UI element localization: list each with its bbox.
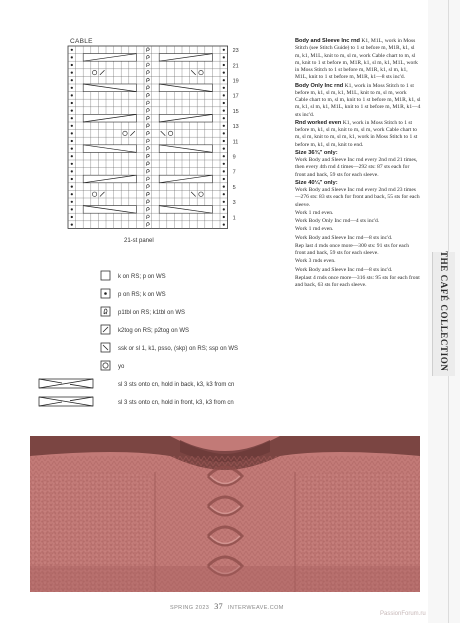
circle-box-icon: [100, 360, 112, 372]
purl-dot: [223, 125, 225, 127]
purl-dot: [71, 163, 73, 165]
blank-box-icon: [100, 270, 112, 282]
purl-dot: [223, 56, 225, 58]
purl-dot: [71, 148, 73, 150]
purl-dot: [223, 155, 225, 157]
purl-dot: [223, 178, 225, 180]
purl-dot: [223, 163, 225, 165]
sweater-photo: [30, 436, 420, 592]
cable-right-icon: [38, 378, 98, 390]
purl-dot: [71, 178, 73, 180]
instruction-paragraph: [295, 83, 421, 119]
instruction-paragraph: [295, 38, 421, 82]
chart-title: CABLE: [70, 38, 93, 45]
row-number: 21: [232, 63, 239, 70]
legend-label: sl 3 sts onto cn, hold in front, k3, k3 from cn: [118, 400, 234, 406]
row-number: 19: [232, 78, 239, 85]
step-heading: Rnd worked even: [295, 119, 342, 126]
purl-dot: [223, 94, 225, 96]
legend-label: sl 3 sts onto cn, hold in back, k3, k3 from cn: [118, 382, 235, 388]
purl-dot: [223, 148, 225, 150]
row-number: 23: [232, 48, 239, 55]
instruction-line: Replast 4 rnds once more—316 sts: 95 sts for each front and back, 63 sts for each sleeve.: [295, 274, 420, 288]
row-number: 13: [232, 124, 239, 131]
section-tab: [432, 252, 455, 376]
purl-dot: [71, 72, 73, 74]
page-footer: [170, 602, 284, 611]
instruction-paragraph: [295, 120, 421, 149]
purl-dot: [223, 72, 225, 74]
purl-dot: [223, 208, 225, 210]
instruction-line: Rep last 4 rnds once more—300 sts: 91 sts for each front and back, 59 sts for each sleeve.: [295, 242, 409, 256]
watermark: PassionForum.ru: [380, 611, 426, 617]
row-number: 11: [232, 139, 239, 146]
purl-dot: [71, 117, 73, 119]
purl-dot: [71, 94, 73, 96]
purl-dot: [223, 117, 225, 119]
purl-dot: [223, 224, 225, 226]
purl-dot: [223, 87, 225, 89]
purl-dot: [71, 155, 73, 157]
purl-dot: [71, 79, 73, 81]
purl-dot: [223, 64, 225, 66]
step-text: K1, work in Moss Stitch to 1 st before m, k1, sl m, knit to m, sl m, work Cable chart to m, sl m, knit to m, sl m, k1, work in Moss Stitch to 1 st before m, k1, sl m, knit to end.: [295, 119, 418, 148]
purl-dot: [223, 102, 225, 104]
purl-dot: [71, 64, 73, 66]
instruction-paragraph: Work Body and Sleeve Inc rnd every 2nd rnd 21 times, then every 4th rnd 4 times—292 sts: 87 sts each for front and back, 59 sts for each sleeve.: [295, 157, 418, 178]
purl-dot: [71, 132, 73, 134]
purl-dot: [223, 201, 225, 203]
cable-chart: [60, 44, 260, 236]
purl-dot: [223, 79, 225, 81]
purl-dot: [223, 110, 225, 112]
purl-dot: [71, 216, 73, 218]
pattern-instructions: [295, 38, 421, 290]
twisted-box-icon: [100, 306, 112, 318]
step-heading: Body and Sleeve Inc rnd: [295, 38, 360, 44]
chart-caption: 21-st panel: [124, 238, 154, 244]
purl-dot: [71, 201, 73, 203]
legend-label: ssk or sl 1, k1, psso, (skp) on RS; ssp on WS: [118, 346, 239, 352]
purl-dot: [223, 186, 225, 188]
purl-dot: [223, 49, 225, 51]
purl-dot: [223, 170, 225, 172]
section-tab-label: THE CAFÉ COLLECTION: [439, 251, 449, 372]
row-number: 3: [232, 200, 236, 207]
purl-dot: [223, 140, 225, 142]
cable-left-icon: [38, 396, 98, 408]
instruction-line: Work Body Only Inc rnd—4 sts inc'd.: [295, 218, 380, 224]
purl-dot: [71, 208, 73, 210]
row-number: 5: [232, 184, 236, 191]
slash-left-box-icon: [100, 342, 112, 354]
purl-dot: [71, 87, 73, 89]
row-number: 1: [232, 215, 236, 222]
row-number: 7: [232, 169, 236, 176]
legend-label: k2tog on RS; p2tog on WS: [118, 328, 190, 334]
step-text: K1, M1L, work in Moss Stitch (see Stitch Guide) to 1 st before m, M1R, k1, sl m, k1, M1L, knit to m, sl m, work Cable chart to m, sl m, knit to 1 st before m, M1R, k1, sl m, k1, M1L, work in Moss Stitch to 1 st before m, M1R, k1, sl m, k1, M1L, knit to 1 st before m, M1R, k1—8 sts inc'd.: [295, 38, 418, 81]
purl-dot: [71, 170, 73, 172]
purl-dot: [223, 216, 225, 218]
size-heading: Size 36¾" only:: [295, 149, 338, 156]
step-text: K1, work in Moss Stitch to 1 st before m, k1, sl m, k1, M1L, knit to m, sl m, work Cable chart to m, sl m, knit to 1 st before m, M1R, k1, sl m, k1, sl m, k1, M1L, knit to 1 st before m, M1R, k1—4 sts inc'd.: [295, 82, 421, 118]
page-number: 37: [214, 602, 224, 611]
dot-box-icon: [100, 288, 112, 300]
purl-dot: [71, 186, 73, 188]
purl-dot: [223, 132, 225, 134]
legend-label: k on RS; p on WS: [118, 274, 166, 280]
instruction-line: Work 3 rnds even.: [295, 258, 336, 265]
purl-dot: [71, 140, 73, 142]
purl-dot: [71, 56, 73, 58]
legend-label: p1tbl on RS; k1tbl on WS: [118, 310, 186, 316]
purl-dot: [71, 49, 73, 51]
row-number: 9: [232, 154, 236, 161]
instruction-line: Work Body and Sleeve Inc rnd—8 sts inc'd.: [295, 266, 393, 273]
instruction-line: Work Body and Sleeve Inc rnd—8 sts inc'd.: [295, 234, 393, 241]
slash-right-box-icon: [100, 324, 112, 336]
instruction-line: Work 1 rnd even.: [295, 209, 334, 216]
purl-dot: [71, 224, 73, 226]
purl-dot: [223, 193, 225, 195]
step-heading: Body Only Inc rnd: [295, 82, 344, 89]
row-number: 17: [232, 93, 239, 100]
purl-dot: [71, 102, 73, 104]
footer-site: INTERWEAVE.COM: [227, 605, 284, 611]
purl-dot: [71, 193, 73, 195]
footer-season: SPRING 2023: [170, 605, 210, 611]
size-heading: Size 40¼" only:: [295, 179, 338, 186]
row-number: 15: [232, 108, 239, 115]
purl-dot: [71, 110, 73, 112]
instruction-paragraph: Work Body and Sleeve Inc rnd every 2nd rnd 23 times—276 sts: 83 sts each for front and back, 55 sts for each sleeve.: [295, 187, 420, 208]
legend-label: p on RS; k on WS: [118, 292, 166, 298]
purl-dot: [71, 125, 73, 127]
sweater-illustration: [30, 436, 420, 592]
instruction-line: Work 1 rnd even.: [295, 226, 334, 233]
legend-label: yo: [118, 364, 125, 370]
